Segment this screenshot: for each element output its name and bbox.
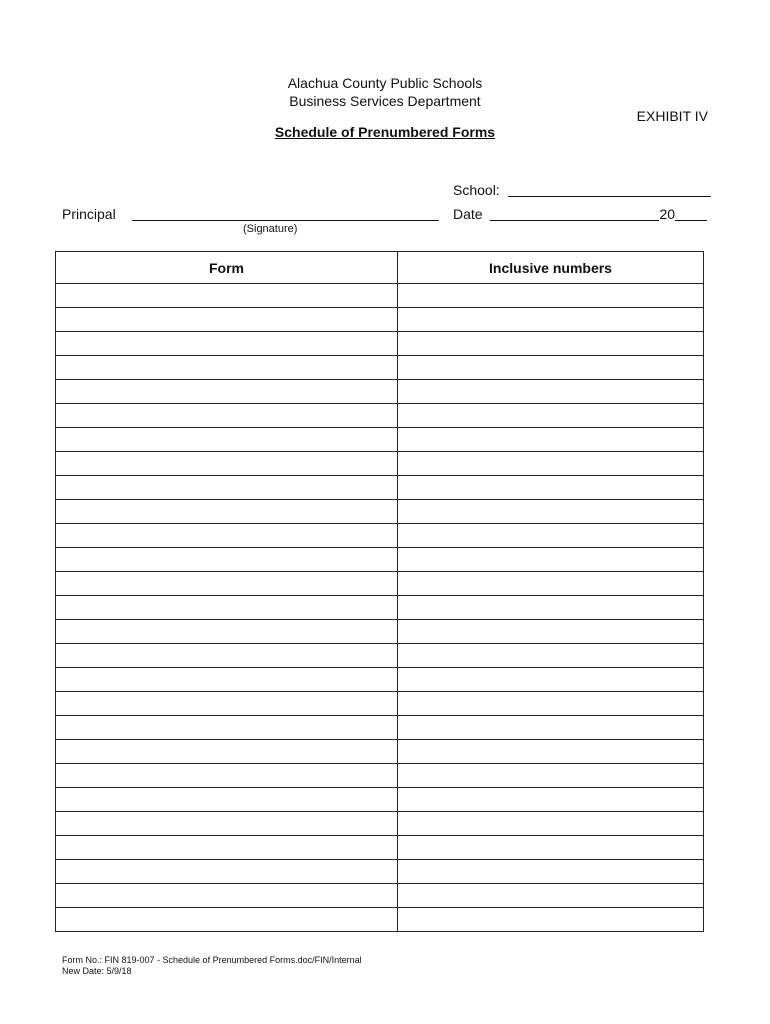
table-row [56, 908, 704, 932]
table-row [56, 764, 704, 788]
table-row [56, 620, 704, 644]
inclusive-numbers-cell[interactable] [398, 764, 704, 788]
form-cell[interactable] [56, 404, 398, 428]
inclusive-numbers-cell[interactable] [398, 812, 704, 836]
inclusive-numbers-cell[interactable] [398, 740, 704, 764]
table-row [56, 740, 704, 764]
form-cell[interactable] [56, 308, 398, 332]
table-row [56, 284, 704, 308]
form-cell[interactable] [56, 668, 398, 692]
inclusive-numbers-cell[interactable] [398, 836, 704, 860]
form-cell[interactable] [56, 884, 398, 908]
prenumbered-forms-table [55, 251, 704, 932]
inclusive-numbers-cell[interactable] [398, 884, 704, 908]
table-row [56, 836, 704, 860]
table-row [56, 308, 704, 332]
table-body [56, 284, 704, 932]
principal-signature-line[interactable] [132, 206, 439, 221]
form-cell[interactable] [56, 740, 398, 764]
form-cell[interactable] [56, 548, 398, 572]
form-cell[interactable] [56, 836, 398, 860]
date-field [453, 206, 707, 222]
principal-field [62, 206, 439, 222]
table-row [56, 500, 704, 524]
footer-form-number: Form No.: FIN 819-007 - Schedule of Prenumbered Forms.doc/FIN/Internal [62, 955, 362, 965]
inclusive-numbers-cell[interactable] [398, 356, 704, 380]
form-cell[interactable] [56, 524, 398, 548]
table-row [56, 476, 704, 500]
form-cell[interactable] [56, 692, 398, 716]
table-row [56, 716, 704, 740]
signature-caption: (Signature) [243, 223, 298, 235]
table-row [56, 692, 704, 716]
form-cell[interactable] [56, 620, 398, 644]
form-cell[interactable] [56, 644, 398, 668]
form-cell[interactable] [56, 860, 398, 884]
form-cell[interactable] [56, 500, 398, 524]
form-cell[interactable] [56, 788, 398, 812]
form-cell[interactable] [56, 284, 398, 308]
inclusive-numbers-cell[interactable] [398, 452, 704, 476]
table-row [56, 812, 704, 836]
inclusive-numbers-cell[interactable] [398, 284, 704, 308]
document-title: Schedule of Prenumbered Forms [274, 124, 496, 140]
inclusive-numbers-cell[interactable] [398, 500, 704, 524]
form-cell[interactable] [56, 332, 398, 356]
inclusive-numbers-cell[interactable] [398, 908, 704, 932]
inclusive-numbers-cell[interactable] [398, 308, 704, 332]
school-input-line[interactable] [508, 182, 711, 197]
footer-new-date: New Date: 5/9/18 [62, 966, 132, 976]
form-cell[interactable] [56, 356, 398, 380]
principal-label: Principal [62, 206, 116, 222]
school-field [453, 182, 711, 198]
inclusive-numbers-cell[interactable] [398, 620, 704, 644]
date-label: Date [453, 206, 483, 222]
form-cell[interactable] [56, 380, 398, 404]
inclusive-numbers-cell[interactable] [398, 644, 704, 668]
table-row [56, 548, 704, 572]
column-header-inclusive-numbers: Inclusive numbers [398, 252, 704, 284]
form-cell[interactable] [56, 812, 398, 836]
year-input-line[interactable] [675, 206, 707, 221]
form-cell[interactable] [56, 716, 398, 740]
organization-name: Alachua County Public Schools [287, 75, 483, 91]
table-row [56, 524, 704, 548]
inclusive-numbers-cell[interactable] [398, 788, 704, 812]
inclusive-numbers-cell[interactable] [398, 572, 704, 596]
inclusive-numbers-cell[interactable] [398, 668, 704, 692]
exhibit-label: EXHIBIT IV [636, 108, 708, 124]
year-prefix: 20 [659, 206, 676, 222]
form-cell[interactable] [56, 428, 398, 452]
table-header-row [56, 252, 704, 284]
table-row [56, 884, 704, 908]
school-label: School: [453, 182, 500, 198]
table-row [56, 452, 704, 476]
form-cell[interactable] [56, 764, 398, 788]
table-row [56, 428, 704, 452]
table-row [56, 668, 704, 692]
table-row [56, 380, 704, 404]
table-row [56, 404, 704, 428]
table-row [56, 788, 704, 812]
inclusive-numbers-cell[interactable] [398, 596, 704, 620]
inclusive-numbers-cell[interactable] [398, 548, 704, 572]
table-row [56, 572, 704, 596]
department-name: Business Services Department [289, 93, 481, 109]
table-row [56, 356, 704, 380]
inclusive-numbers-cell[interactable] [398, 476, 704, 500]
form-cell[interactable] [56, 572, 398, 596]
inclusive-numbers-cell[interactable] [398, 860, 704, 884]
table-row [56, 644, 704, 668]
date-input-line[interactable] [490, 206, 659, 221]
table-row [56, 596, 704, 620]
column-header-form: Form [56, 252, 398, 284]
form-cell[interactable] [56, 452, 398, 476]
inclusive-numbers-cell[interactable] [398, 716, 704, 740]
inclusive-numbers-cell[interactable] [398, 524, 704, 548]
inclusive-numbers-cell[interactable] [398, 692, 704, 716]
inclusive-numbers-cell[interactable] [398, 428, 704, 452]
footer [62, 955, 362, 977]
form-cell[interactable] [56, 476, 398, 500]
table-row [56, 332, 704, 356]
form-cell[interactable] [56, 908, 398, 932]
inclusive-numbers-cell[interactable] [398, 380, 704, 404]
table-row [56, 860, 704, 884]
form-cell[interactable] [56, 596, 398, 620]
inclusive-numbers-cell[interactable] [398, 404, 704, 428]
inclusive-numbers-cell[interactable] [398, 332, 704, 356]
